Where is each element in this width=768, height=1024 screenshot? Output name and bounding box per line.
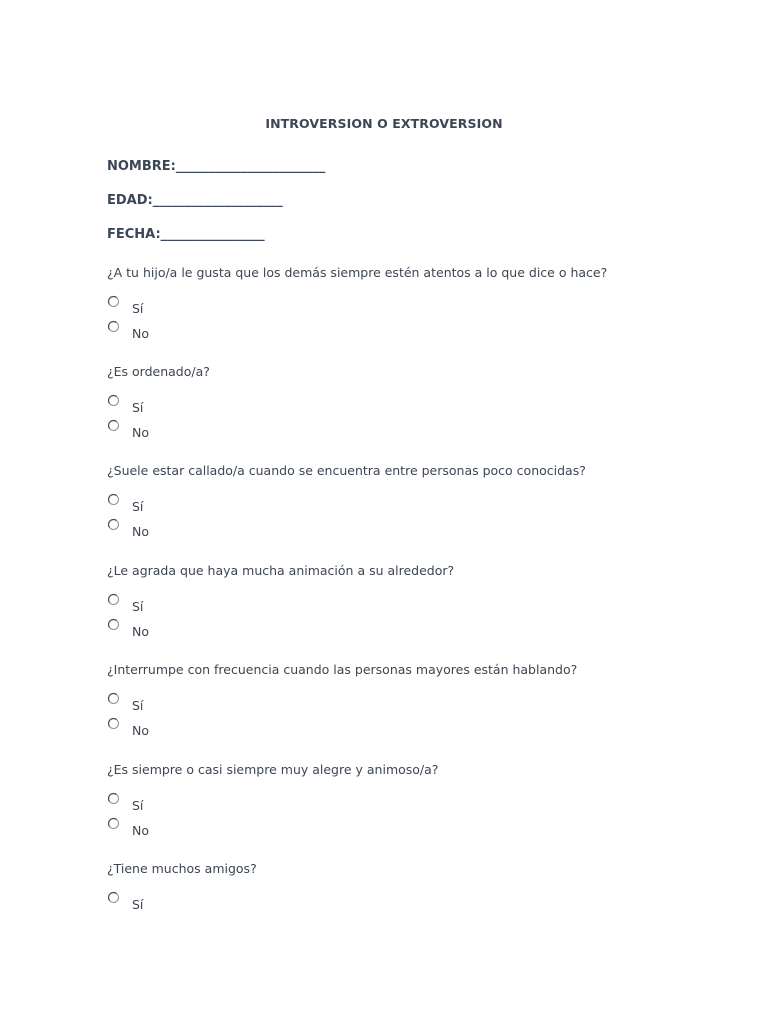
option-label: No — [132, 823, 149, 838]
page-title: INTROVERSION O EXTROVERSION — [265, 116, 503, 131]
option-label: Sí — [132, 499, 144, 514]
option-label: No — [132, 524, 149, 539]
radio-icon[interactable] — [107, 394, 120, 407]
option-label: Sí — [132, 698, 144, 713]
question-7: ¿Tiene muchos amigos? — [107, 861, 257, 876]
radio-icon[interactable] — [107, 717, 120, 730]
question-4: ¿Le agrada que haya mucha animación a su alrededor? — [107, 563, 455, 578]
radio-icon[interactable] — [107, 593, 120, 606]
radio-icon[interactable] — [107, 891, 120, 904]
option-label: No — [132, 425, 149, 440]
option-label: Sí — [132, 599, 144, 614]
radio-icon[interactable] — [107, 817, 120, 830]
radio-icon[interactable] — [107, 692, 120, 705]
radio-icon[interactable] — [107, 493, 120, 506]
question-1: ¿A tu hijo/a le gusta que los demás siempre estén atentos a lo que dice o hace? — [107, 265, 608, 280]
radio-icon[interactable] — [107, 419, 120, 432]
question-6: ¿Es siempre o casi siempre muy alegre y animoso/a? — [107, 762, 439, 777]
radio-icon[interactable] — [107, 295, 120, 308]
question-3: ¿Suele estar callado/a cuando se encuentra entre personas poco conocidas? — [107, 463, 586, 478]
radio-icon[interactable] — [107, 518, 120, 531]
option-label: Sí — [132, 897, 144, 912]
date-field[interactable]: FECHA:________________ — [107, 227, 265, 242]
option-label: Sí — [132, 798, 144, 813]
age-field[interactable]: EDAD:____________________ — [107, 193, 283, 208]
question-5: ¿Interrumpe con frecuencia cuando las personas mayores están hablando? — [107, 662, 578, 677]
option-label: Sí — [132, 301, 144, 316]
option-label: Sí — [132, 400, 144, 415]
radio-icon[interactable] — [107, 618, 120, 631]
question-2: ¿Es ordenado/a? — [107, 364, 210, 379]
option-label: No — [132, 723, 149, 738]
name-field[interactable]: NOMBRE:_______________________ — [107, 159, 326, 174]
option-label: No — [132, 624, 149, 639]
radio-icon[interactable] — [107, 792, 120, 805]
radio-icon[interactable] — [107, 320, 120, 333]
option-label: No — [132, 326, 149, 341]
